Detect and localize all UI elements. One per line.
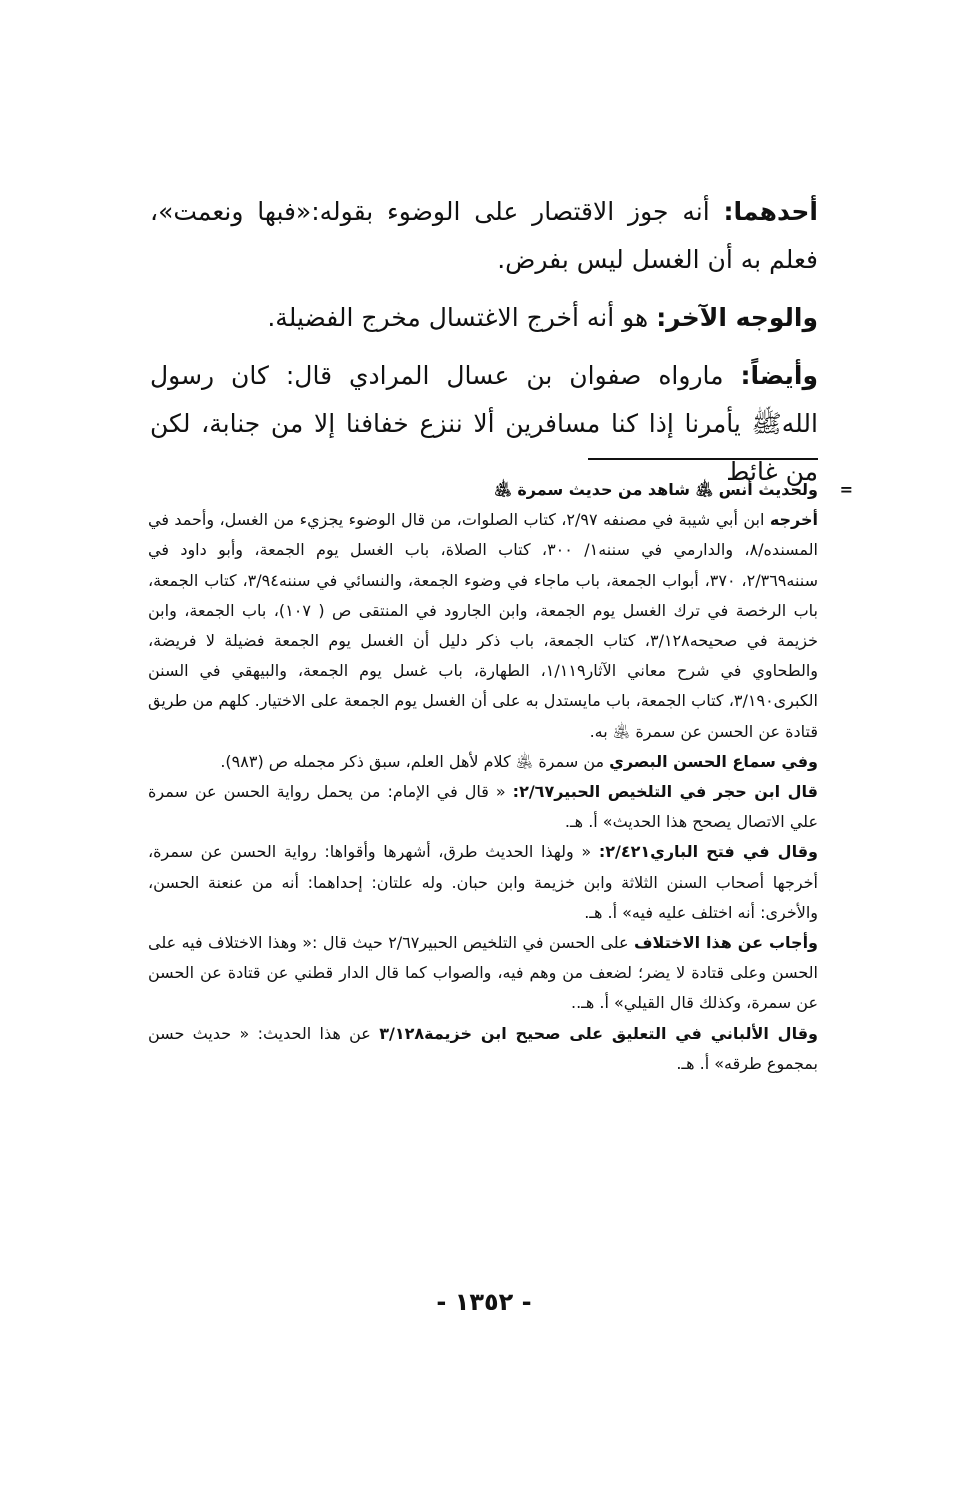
paragraph-text: ماروا‌ه صفوان بن عسال المرادي قال: كان رسول اللهﷺ يأمرنا إذا كنا مسافرين ألا ننزع خفافنا إلا من جنابة، لكن من غائط [150,361,818,486]
main-paragraph-1 [150,188,818,284]
footnote-separator [588,458,818,460]
footnote-text: من سمرة ﵁ كلام لأهل العلم، سبق ذكر مجمله ص (٩٨٣). [220,751,610,771]
footnote-5 [148,837,818,928]
footnote-lead: وقال في فتح الباري٢/٤٢١: [598,842,818,862]
footnote-lead: وفي سماع الحسن البصري [609,751,818,771]
footnote-text: ابن أبي شيبة في مصنفه ٢/٩٧، كتاب الصلوات، من قال الوضوء يجزيء من الغسل، وأحمد في المسنده/٨، والدارمي في سننه١/ ٣٠٠، كتاب الصلاة، باب الغسل يوم الجمعة، وأبو داود في سننه٢/٣٦٩، ٣٧٠، أبواب الجمعة، باب ماجاء في وضوء الجمعة، والنسائي في سننه٣/٩٤، كتاب الجمعة، باب الرخصة في ترك الغسل يوم الجمعة، وابن الجارود في المنتقى ص ( ١٠٧)، باب الجمعة، وابن خزيمة في صحيحه٣/١٢٨، كتاب الجمعة، باب ذكر دليل أن الغسل يوم الجمعة فضيلة لا فريضة، والطحاوي في شرح معاني الآثار١/١١٩، الطهارة، باب غسل يوم الجمعة، والبيهقي في السنن الكبرى٣/١٩٠، كتاب الجمعة، باب مايستدل به على أن الغسل يوم الجمعة على الاختيار. كلهم من طريق قتادة عن الحسن عن سمرة ﵁ به. [148,510,819,741]
continuation-marker: = [839,480,853,499]
footnote-1 [148,475,853,505]
footnote-text: « ولهذا الحديث طرق، أشهرها وأقواها: رواية الحسن عن سمرة، أخرجها أصحاب السنن الثلاثة وابن خزيمة وابن حبان. وله علتان: إحداهما: أنه من عنعنة الحسن، والأخرى: أنه اختلف عليه فيه» أ. هـ. [148,842,818,922]
paragraph-lead: وأيضاً: [740,361,818,390]
footnote-lead: وقال الألباني في التعليق على صحيح ابن خزيمة٣/١٢٨ [379,1023,818,1043]
footnote-lead: وأجاب عن هذا الاختلاف [633,933,819,953]
footnote-3 [148,747,818,777]
paragraph-text: أنه جوز الاقتصار على الوضوء بقوله:«فبها ونعمت»، فعلم به أن الغسل ليس بفرض. [150,197,818,274]
footnote-text: عن هذا الحديث: « حديث حسن بمجموع طرقه» أ. هـ. [148,1023,818,1073]
footnote-lead: أخرجه [769,510,819,530]
footnote-2 [148,505,818,747]
footnote-lead: قال ابن حجر في التلخيص الحبير٢/٦٧: [512,782,818,802]
footnote-7 [148,1019,818,1079]
footnotes [148,475,853,1079]
footnote-text: « قال في الإمام: من يحمل رواية الحسن عن سمرة علي الاتصال يصحح هذا الحديث» أ. هـ. [148,782,818,832]
page-number: - ١٣٥٢ - [436,1288,532,1316]
paragraph-lead: أحدهما: [723,197,818,226]
footnote-4 [148,777,818,837]
footnote-text: ولحديث أنس ﵁ شاهد من حديث سمرة ﵁ [494,480,818,499]
footnote-6 [148,928,818,1019]
paragraph-text: هو أنه أخرج الاغتسال مخرج الفضيلة. [267,303,657,332]
main-text [150,188,818,496]
paragraph-lead: والوجه الآخر: [656,303,818,332]
main-paragraph-2 [150,294,818,342]
footnote-text: على الحسن في التلخيص الحبير٢/٦٧ حيث قال :« وهذا الاختلاف فيه على الحسن وعلى قتادة لا يضر؛ لضعف من وهم فيه، والصواب كما قال الدار قطني عن قتادة عن الحسن عن سمرة، وكذلك قال القيلي» أ. هـ.. [148,933,818,1013]
